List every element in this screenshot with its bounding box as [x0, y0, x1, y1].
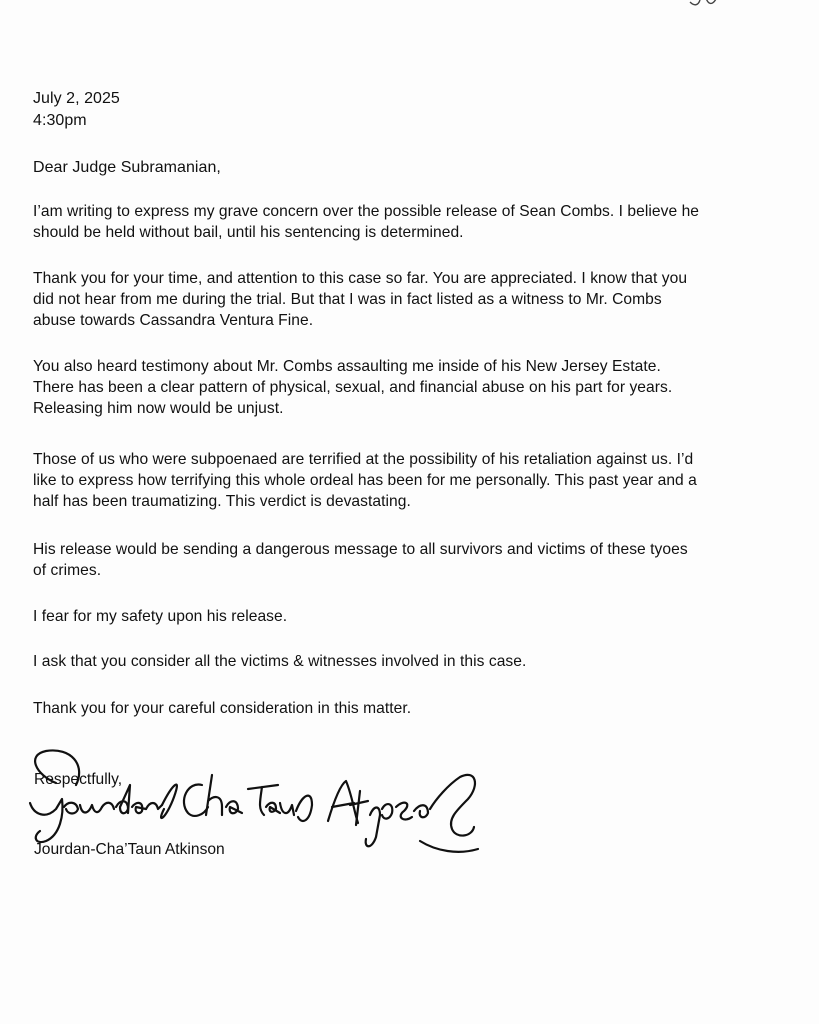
paragraph-release-message	[33, 539, 793, 581]
paragraph-line: Thank you for your time, and attention to this case so far. You are appreciated. I know that you	[33, 270, 688, 287]
paragraph-line: I’am writing to express my grave concern over the possible release of Sean Combs. I believe he	[33, 203, 700, 220]
paragraph-testimony	[33, 356, 793, 419]
paragraph-line: I ask that you consider all the victims & witnesses involved in this case.	[33, 653, 527, 670]
paragraph-line: Releasing him now would be unjust.	[33, 400, 284, 417]
paragraph-line: Thank you for your careful consideration in this matter.	[33, 700, 412, 717]
paragraph-line: should be held without bail, until his sentencing is determined.	[33, 224, 464, 241]
paragraph-subpoenaed	[33, 449, 793, 512]
paragraph-line: abuse towards Cassandra Ventura Fine.	[33, 312, 314, 329]
paragraph-line: half has been traumatizing. This verdict is devastating.	[33, 493, 411, 510]
letter-closing: Respectfully,	[34, 771, 123, 788]
paragraph-line: You also heard testimony about Mr. Combs assaulting me inside of his New Jersey Estate.	[33, 358, 661, 375]
letter-salutation: Dear Judge Subramanian,	[33, 159, 221, 176]
paragraph-line: like to express how terrifying this whole ordeal has been for me personally. This past year and a	[33, 472, 697, 489]
paragraph-line: did not hear from me during the trial. But that I was in fact listed as a witness to Mr. Combs	[33, 291, 662, 308]
paragraph-thanks	[33, 268, 793, 331]
paragraph-concern	[33, 201, 793, 243]
paragraph-closing-thanks	[33, 698, 793, 719]
letter-time: 4:30pm	[33, 112, 87, 129]
paragraph-line: I fear for my safety upon his release.	[33, 608, 288, 625]
paragraph-line: Those of us who were subpoenaed are terrified at the possibility of his retaliation against us. I’d	[33, 451, 694, 468]
paragraph-line: of crimes.	[33, 562, 102, 579]
paragraph-consider	[33, 651, 793, 672]
letter-body	[33, 88, 793, 717]
paragraph-line: There has been a clear pattern of physical, sexual, and financial abuse on his part for years.	[33, 379, 673, 396]
corner-scan-mark	[688, 0, 718, 8]
signer-name: Jourdan-Cha’Taun Atkinson	[34, 841, 225, 858]
paragraph-line: His release would be sending a dangerous message to all survivors and victims of these tyoes	[33, 541, 688, 558]
paragraph-safety	[33, 606, 793, 627]
letter-date: July 2, 2025	[33, 90, 120, 107]
